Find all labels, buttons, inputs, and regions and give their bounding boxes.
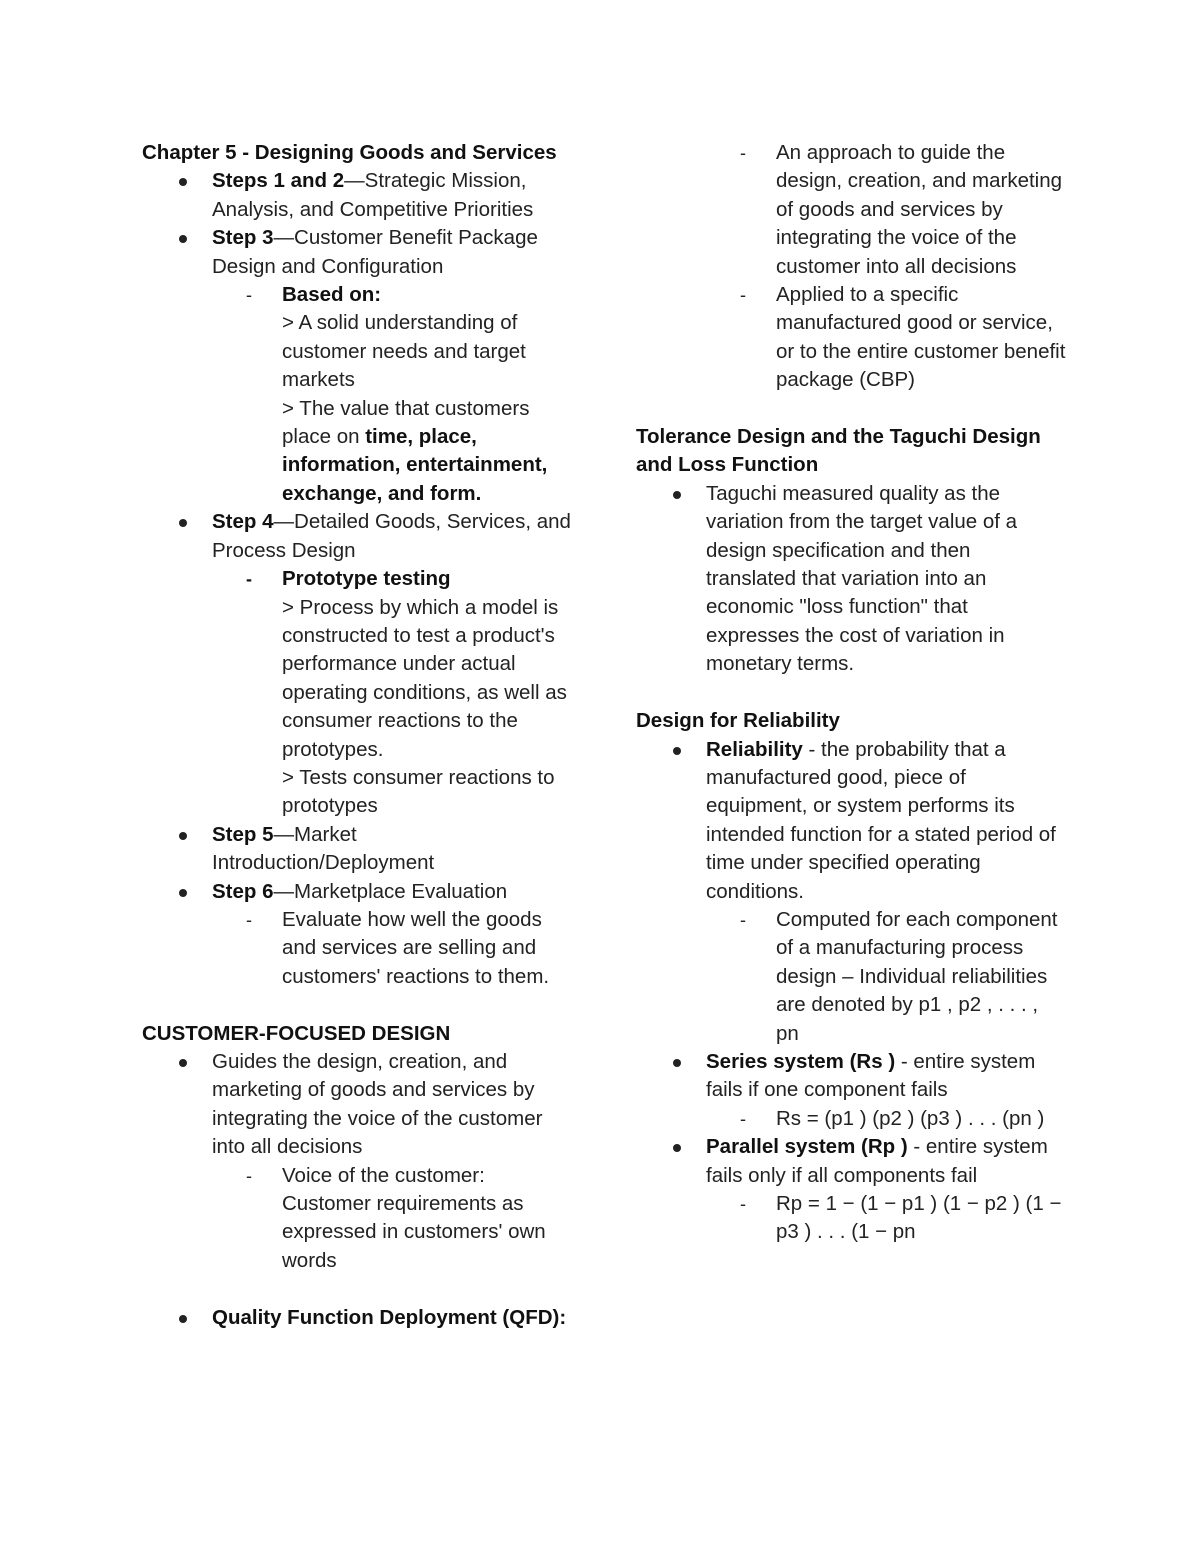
list-item-qfd xyxy=(142,1304,572,1332)
parallel-label: Parallel system (Rp ) xyxy=(706,1135,908,1159)
based-on-point: > The value that customers place on xyxy=(282,396,530,449)
list-item-qfd-sub-1 xyxy=(636,139,1066,281)
prototype-label: Prototype testing xyxy=(282,567,451,591)
list-item-step-5 xyxy=(142,821,572,878)
bullet-icon xyxy=(673,1059,681,1067)
list-item-parallel xyxy=(636,1133,1066,1247)
list-item-prototype-testing xyxy=(212,565,572,821)
step-label: Step 6 xyxy=(212,879,274,903)
qfd-list xyxy=(142,1304,572,1332)
reliability-detail: Computed for each component of a manufacturing process design – Individual reliabilities are denoted by p1 , p2 , . . . , pn xyxy=(776,907,1058,1045)
parallel-sublist xyxy=(706,1190,1066,1247)
bullet-icon xyxy=(179,889,187,897)
list-item-step-6-sub xyxy=(212,906,572,991)
dash-icon: - xyxy=(740,909,746,930)
cfd-text: Guides the design, creation, and marketing of goods and services by integrating the voice of the customer into all decisions xyxy=(212,1049,543,1159)
step-6-detail: Evaluate how well the goods and services are selling and customers' reactions to them. xyxy=(282,907,550,988)
step-text: —Market Introduction/Deployment xyxy=(212,822,435,875)
qfd-detail: An approach to guide the design, creation, and marketing of goods and services by integrating the voice of the customer into all decisions xyxy=(776,141,1063,278)
parallel-formula: Rp = 1 − (1 − p1 ) (1 − p2 ) (1 − p3 ) . . . (1 − pn xyxy=(776,1192,1062,1244)
step-label: Step 3 xyxy=(212,226,274,250)
qfd-sublist xyxy=(636,139,1066,395)
list-item-based-on xyxy=(212,281,572,508)
bullet-icon xyxy=(673,1144,681,1152)
based-on-point: > A solid understanding of customer needs and target markets xyxy=(282,311,526,392)
taguchi-text: Taguchi measured quality as the variation from the target value of a design specification and then translated that variation into an economic "loss function" that expresses the cost of variation in monetary terms. xyxy=(706,481,1018,676)
dash-icon: - xyxy=(246,285,252,306)
steps-list xyxy=(142,167,572,991)
left-column xyxy=(142,139,572,1332)
bullet-icon xyxy=(673,491,681,499)
based-on-label: Based on: xyxy=(282,283,382,307)
right-column xyxy=(636,139,1066,1247)
list-item-reliability xyxy=(636,736,1066,1048)
spacer xyxy=(636,679,1066,707)
list-item-steps-1-2 xyxy=(142,167,572,224)
bullet-icon xyxy=(179,178,187,186)
bullet-icon xyxy=(179,1059,187,1067)
step-label: Step 4 xyxy=(212,510,274,534)
list-item-step-4 xyxy=(142,508,572,820)
dash-icon: - xyxy=(740,285,746,306)
series-label: Series system (Rs ) xyxy=(706,1049,896,1073)
taguchi-list xyxy=(636,480,1066,679)
step-label: Steps 1 and 2 xyxy=(212,169,345,193)
list-item-series-formula xyxy=(706,1105,1066,1133)
list-item-taguchi xyxy=(636,480,1066,679)
step-text: —Detailed Goods, Services, and Process Design xyxy=(212,510,571,562)
prototype-point: > Process by which a model is constructed to test a product's performance under actual operating conditions, as well as consumer reactions to the prototypes. xyxy=(282,595,567,761)
cfd-heading: CUSTOMER-FOCUSED DESIGN xyxy=(142,1021,451,1045)
reliability-heading: Design for Reliability xyxy=(636,709,840,733)
parallel-text: - entire system fails only if all components fail xyxy=(706,1135,1048,1187)
step-3-sublist xyxy=(212,281,572,508)
series-text: - entire system fails if one component fails xyxy=(706,1049,1036,1102)
step-text: —Marketplace Evaluation xyxy=(273,879,508,903)
list-item-qfd-sub-2 xyxy=(636,281,1066,395)
step-6-sublist xyxy=(212,906,572,991)
dash-icon: - xyxy=(246,1165,252,1186)
step-text: —Customer Benefit Package Design and Configuration xyxy=(212,226,538,278)
list-item-reliability-sub xyxy=(706,906,1066,1048)
spacer xyxy=(636,395,1066,423)
dash-icon: - xyxy=(246,569,252,590)
bullet-icon xyxy=(179,519,187,527)
taguchi-heading: Tolerance Design and the Taguchi Design and Loss Function xyxy=(636,425,1041,477)
step-text: —Strategic Mission, Analysis, and Competitive Priorities xyxy=(212,169,534,221)
cfd-sublist xyxy=(212,1162,572,1276)
list-item-cfd xyxy=(142,1048,572,1275)
step-label: Step 5 xyxy=(212,822,274,846)
list-item-voice-of-customer xyxy=(212,1162,572,1276)
bullet-icon xyxy=(179,235,187,243)
qfd-label: Quality Function Deployment (QFD): xyxy=(212,1305,567,1329)
chapter-title: Chapter 5 - Designing Goods and Services xyxy=(142,141,557,164)
reliability-label: Reliability xyxy=(706,737,803,761)
list-item-parallel-formula xyxy=(706,1190,1066,1247)
dash-icon: - xyxy=(740,143,746,163)
reliability-sublist xyxy=(706,906,1066,1048)
dash-icon: - xyxy=(740,1108,746,1129)
spacer xyxy=(142,1275,572,1303)
step-4-sublist xyxy=(212,565,572,821)
dash-icon: - xyxy=(740,1194,746,1214)
prototype-point: > Tests consumer reactions to prototypes xyxy=(282,765,555,818)
bullet-icon xyxy=(179,832,187,840)
list-item-step-3 xyxy=(142,224,572,508)
list-item-series xyxy=(636,1048,1066,1133)
reliability-list xyxy=(636,736,1066,1247)
dash-icon: - xyxy=(246,909,252,930)
bullet-icon xyxy=(179,1315,187,1323)
qfd-detail: Applied to a specific manufactured good or service, or to the entire customer benefit package (CBP) xyxy=(776,283,1066,392)
cfd-list xyxy=(142,1048,572,1275)
series-formula: Rs = (p1 ) (p2 ) (p3 ) . . . (pn ) xyxy=(776,1106,1045,1130)
series-sublist xyxy=(706,1105,1066,1133)
reliability-text: - the probability that a manufactured good, piece of equipment, or system performs its intended function for a stated period of time under specified operating conditions. xyxy=(706,737,1056,903)
voice-of-customer-text: Voice of the customer: Customer requirements as expressed in customers' own words xyxy=(282,1163,546,1272)
spacer xyxy=(142,991,572,1019)
based-on-emphasis: time, place, information, entertainment, exchange, and form. xyxy=(282,425,548,505)
list-item-step-6 xyxy=(142,878,572,992)
bullet-icon xyxy=(673,747,681,755)
